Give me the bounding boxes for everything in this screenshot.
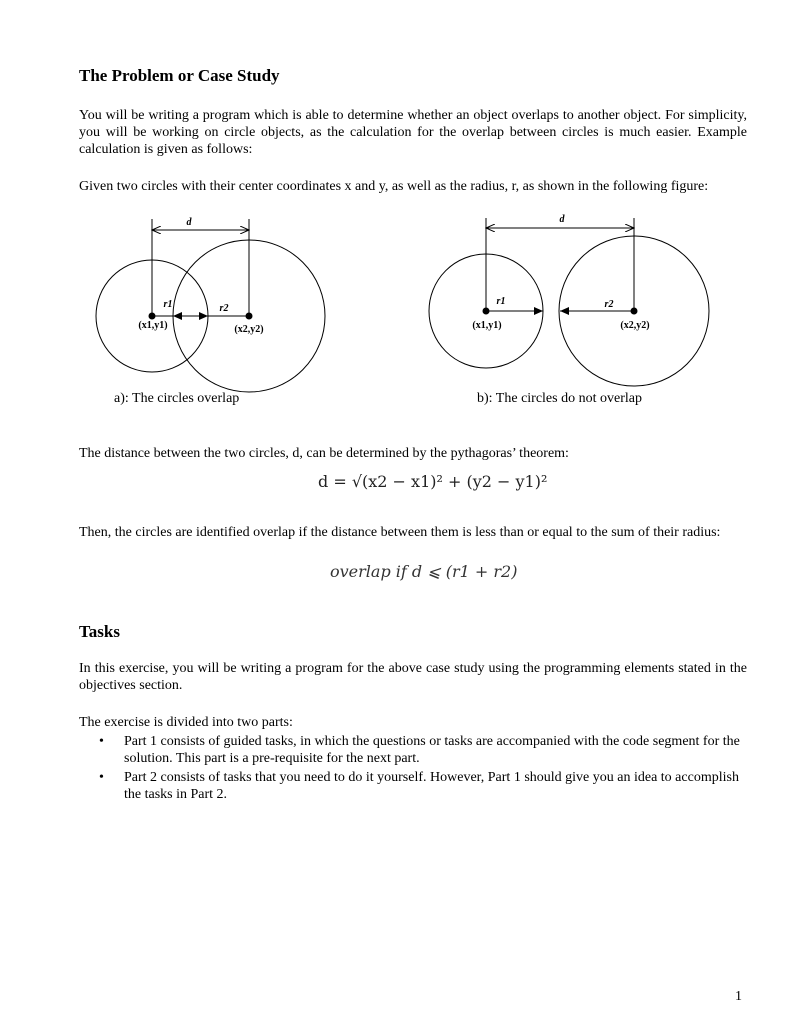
center-2-label: (x2,y2) bbox=[234, 324, 264, 335]
parts-intro: The exercise is divided into two parts: bbox=[79, 715, 293, 730]
center-2 bbox=[631, 308, 638, 315]
parts-list bbox=[99, 733, 744, 803]
center-1-label: (x1,y1) bbox=[472, 320, 502, 331]
circles-figure bbox=[0, 0, 791, 420]
intro-paragraph: You will be writing a program which is able to determine whether an object overlaps to another object. For simplicity, you will be working on circle objects, as the calculation for the overlap between circles is much easier. Example calculation is given as follows: bbox=[79, 108, 747, 157]
r1-label: r1 bbox=[496, 296, 506, 307]
bullet-icon: • bbox=[99, 770, 104, 785]
tasks-paragraph: In this exercise, you will be writing a program for the above case study using the programming elements stated in the objectives section. bbox=[79, 661, 747, 693]
r2-label: r2 bbox=[219, 303, 229, 314]
r2-label: r2 bbox=[604, 299, 614, 310]
center-1-label: (x1,y1) bbox=[138, 320, 168, 331]
distance-paragraph: The distance between the two circles, d, can be determined by the pythagoras’ theorem: bbox=[79, 446, 569, 461]
section-heading: The Problem or Case Study bbox=[79, 66, 280, 85]
distance-formula: d = √(x2 − x1)² + (y2 − y1)² bbox=[318, 472, 548, 491]
caption-b: b): The circles do not overlap bbox=[477, 391, 642, 406]
overlap-paragraph: Then, the circles are identified overlap if the distance between them is less than or equal to the sum of their radius: bbox=[79, 525, 721, 540]
d-label: d bbox=[186, 217, 192, 228]
center-2 bbox=[246, 313, 253, 320]
center-1 bbox=[483, 308, 490, 315]
center-2-label: (x2,y2) bbox=[620, 320, 650, 331]
r1-label: r1 bbox=[163, 299, 173, 310]
list-item: • Part 1 consists of guided tasks, in which the questions or tasks are accompanied with the code segment for the solution. This part is a pre-requisite for the next part. bbox=[99, 734, 740, 766]
given-paragraph: Given two circles with their center coordinates x and y, as well as the radius, r, as shown in the following figure: bbox=[79, 179, 709, 194]
tasks-heading: Tasks bbox=[79, 622, 120, 641]
list-item: • Part 2 consists of tasks that you need to do it yourself. However, Part 1 should give you an idea to accomplish the tasks in Part 2. bbox=[99, 770, 739, 802]
center-1 bbox=[149, 313, 156, 320]
d-label: d bbox=[559, 214, 565, 225]
figure-a bbox=[96, 217, 325, 392]
overlap-formula: overlap if d ⩽ (r1 + r2) bbox=[330, 562, 518, 581]
bullet-icon: • bbox=[99, 734, 104, 749]
page-number: 1 bbox=[735, 989, 742, 1004]
figure-b bbox=[429, 214, 709, 386]
caption-a: a): The circles overlap bbox=[114, 391, 240, 406]
